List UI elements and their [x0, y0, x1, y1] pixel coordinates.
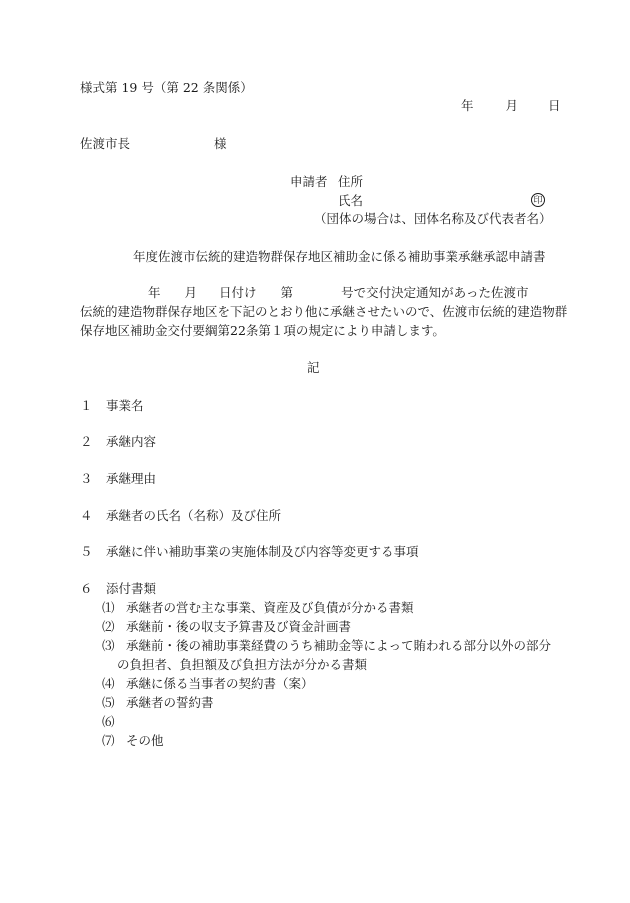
attachment-number: ⑴	[102, 600, 115, 615]
body-date-suffix: 日付け	[219, 285, 257, 300]
list-item	[80, 546, 419, 559]
attachment-continuation: の負担者、負担額及び負担方法が分かる書類	[117, 657, 368, 672]
attachment-text: 承継者の誓約書	[126, 695, 214, 710]
item-text: 承継内容	[106, 434, 157, 449]
address-label: 住所	[338, 174, 364, 189]
item-text: 事業名	[106, 398, 144, 413]
attachment-text: その他	[126, 733, 164, 748]
recipient-honorific: 様	[214, 136, 227, 151]
body-line-2: 伝統的建造物群保存地区を下記のとおり他に承継させたいので、佐渡市伝統的建造物群	[80, 304, 568, 319]
date-day: 日	[547, 98, 561, 113]
name-label: 氏名	[338, 193, 364, 208]
date-year: 年	[461, 98, 474, 113]
list-item	[80, 583, 156, 596]
body-line-3: 保存地区補助金交付要綱第22条第１項の規定により申請します。	[80, 323, 445, 338]
list-item	[80, 436, 156, 449]
attachment-number: ⑸	[102, 695, 115, 710]
list-item	[80, 473, 156, 486]
item-number: ６	[80, 581, 93, 596]
body-line-1	[80, 287, 528, 300]
item-text: 承継理由	[106, 471, 157, 486]
recipient-name: 佐渡市長	[80, 136, 131, 151]
attachment-text: 承継に係る当事者の契約書（案）	[126, 676, 314, 691]
attachment-item	[102, 716, 126, 729]
attachment-text: 承継者の営む主な事業、資産及び負債が分かる書類	[126, 600, 414, 615]
list-item	[80, 510, 281, 523]
seal-mark: 印	[531, 193, 545, 207]
item-number: ４	[80, 508, 93, 523]
attachment-text: 承継前・後の収支予算書及び資金計画書	[126, 619, 352, 634]
attachment-item	[102, 678, 314, 691]
attachment-number: ⑵	[102, 619, 115, 634]
applicant-note: （団体の場合は、団体名称及び代表者名）	[314, 211, 552, 226]
attachment-item	[102, 621, 351, 634]
body-month: 月	[184, 285, 198, 300]
item-number: ２	[80, 434, 93, 449]
date-line	[461, 100, 560, 113]
attachment-number: ⑷	[102, 676, 115, 691]
attachment-number: ⑹	[102, 714, 115, 729]
attachment-item	[102, 602, 414, 615]
attachment-text: 承継前・後の補助事業経費のうち補助金等によって賄われる部分以外の部分	[126, 638, 552, 653]
item-text: 承継者の氏名（名称）及び住所	[106, 508, 282, 523]
item-text: 添付書類	[106, 581, 157, 596]
attachment-item	[102, 697, 214, 710]
body-year: 年	[148, 285, 161, 300]
document-title: 年度佐渡市伝統的建造物群保存地区補助金に係る補助事業承継承認申請書	[133, 249, 546, 264]
date-month: 月	[505, 98, 518, 113]
applicant-label: 申請者	[290, 174, 328, 189]
body-dai: 第	[280, 285, 294, 300]
item-number: ５	[80, 544, 93, 559]
item-text: 承継に伴い補助事業の実施体制及び内容等変更する事項	[106, 544, 419, 559]
attachment-item	[102, 640, 551, 653]
list-item	[80, 400, 144, 413]
attachment-item	[102, 735, 164, 748]
item-number: １	[80, 398, 93, 413]
form-number: 様式第 19 号（第 22 条関係）	[80, 80, 253, 95]
attachment-number: ⑺	[102, 733, 115, 748]
attachment-number: ⑶	[102, 638, 115, 653]
ki-heading: 記	[307, 360, 320, 375]
body-rest-line-1: 号で交付決定通知があった佐渡市	[341, 285, 529, 300]
item-number: ３	[80, 471, 93, 486]
